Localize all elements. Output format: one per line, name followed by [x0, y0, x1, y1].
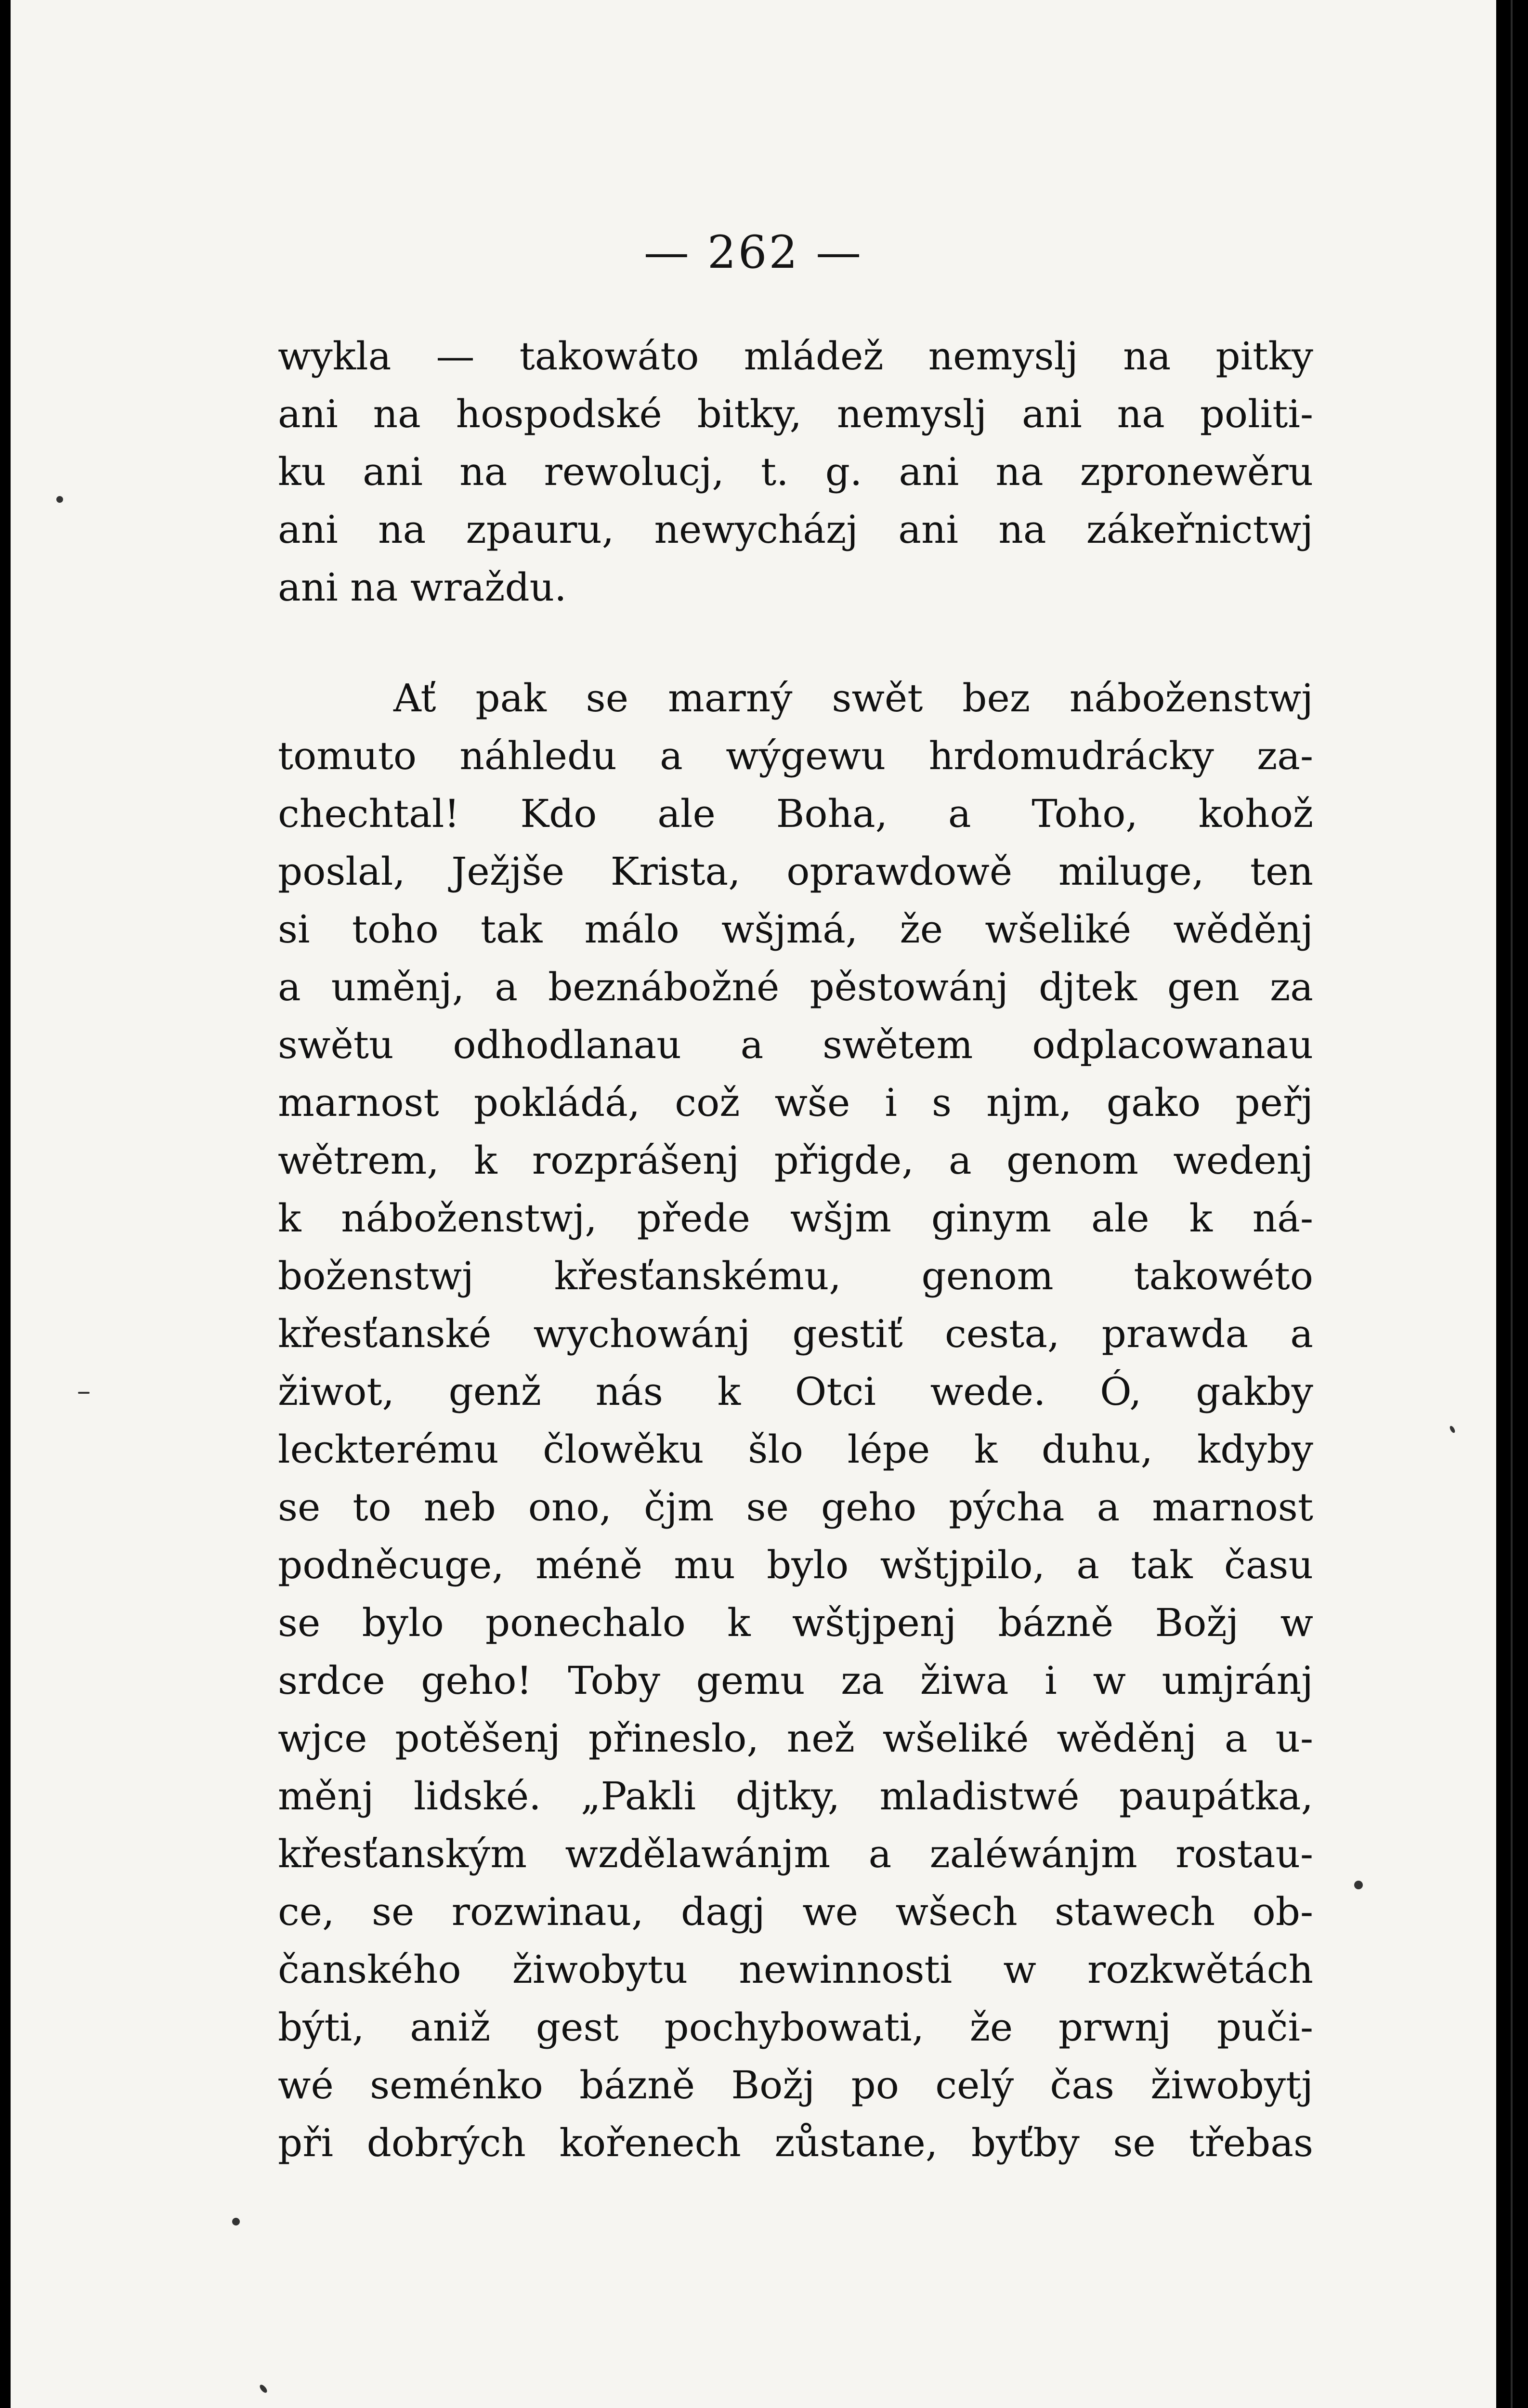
- text-line: měnj lidské. „Pakli djtky, mladistwé paupátka,: [278, 1774, 1313, 1819]
- text-line: ani na zpauru, newycházj ani na zákeřnictwj: [278, 507, 1313, 552]
- scan-border: [1496, 0, 1528, 2408]
- text-line: chechtal! Kdo ale Boha, a Toho, kohož: [278, 791, 1313, 836]
- body-text: [278, 327, 1313, 2172]
- paragraph-gap: [278, 616, 1313, 669]
- text-line: ku ani na rewolucj, t. g. ani na zpronewěru: [278, 449, 1313, 494]
- text-line: srdce geho! Toby gemu za žiwa i w umjránj: [278, 1658, 1313, 1703]
- text-line: a uměnj, a beznábožné pěstowánj djtek gen za: [278, 965, 1313, 1009]
- text-line: ani na hospodské bitky, nemyslj ani na politi-: [278, 392, 1313, 436]
- page-number: — 262 —: [643, 226, 863, 279]
- scan-speck: [1449, 1425, 1456, 1434]
- text-line: křesťanským wzdělawánjm a zaléwánjm rostau-: [278, 1832, 1313, 1876]
- text-line: žiwot, genž nás k Otci wede. Ó, gakby: [278, 1369, 1313, 1414]
- text-line: býti, aniž gest pochybowati, že prwnj puči-: [278, 2005, 1313, 2050]
- text-line: čanského žiwobytu newinnosti w rozkwětách: [278, 1947, 1313, 1992]
- scan-speck: [1354, 1881, 1363, 1889]
- text-line: se to neb ono, čjm se geho pýcha a marnost: [278, 1485, 1313, 1530]
- text-line: tomuto náhledu a wýgewu hrdomudrácky za-: [278, 733, 1313, 778]
- text-line: marnost pokládá, což wše i s njm, gako peřj: [278, 1080, 1313, 1125]
- text-line: wjce potěšenj přineslo, než wšeliké wěděnj a u-: [278, 1716, 1313, 1761]
- text-line: leckterému člowěku šlo lépe k duhu, kdyby: [278, 1427, 1313, 1472]
- text-line: ce, se rozwinau, dagj we wšech stawech ob-: [278, 1889, 1313, 1934]
- paragraph-2: [278, 669, 1313, 2172]
- scan-speck: [78, 1392, 90, 1394]
- scan-border-line: [1511, 0, 1513, 2408]
- text-line: Ať pak se marný swět bez náboženstwj: [393, 676, 1313, 720]
- scan-speck: [259, 2383, 269, 2394]
- scan-speck: [56, 496, 63, 503]
- text-line: si toho tak málo wšjmá, že wšeliké wěděnj: [278, 907, 1313, 952]
- text-line: k náboženstwj, přede wšjm ginym ale k ná-: [278, 1196, 1313, 1241]
- text-line: wětrem, k rozprášenj přigde, a genom wedenj: [278, 1138, 1313, 1183]
- text-line: swětu odhodlanau a swětem odplacowanau: [278, 1022, 1313, 1067]
- text-line: křesťanské wychowánj gestiť cesta, prawda a: [278, 1311, 1313, 1356]
- text-line: ani na wraždu.: [278, 565, 567, 610]
- text-line: boženstwj křesťanskému, genom takowéto: [278, 1254, 1313, 1298]
- text-line: poslal, Ježjše Krista, oprawdowě miluge, ten: [278, 849, 1313, 894]
- scan-speck: [232, 2218, 240, 2225]
- text-line: se bylo ponechalo k wštjpenj bázně Božj w: [278, 1600, 1313, 1645]
- text-line: wé seménko bázně Božj po celý čas žiwobytj: [278, 2063, 1313, 2107]
- text-line: wykla — takowáto mládež nemyslj na pitky: [278, 334, 1313, 379]
- text-line: podněcuge, méně mu bylo wštjpilo, a tak času: [278, 1543, 1313, 1587]
- book-page: [11, 0, 1496, 2408]
- text-line: při dobrých kořenech zůstane, byťby se třebas: [278, 2120, 1313, 2165]
- paragraph-1: [278, 327, 1313, 616]
